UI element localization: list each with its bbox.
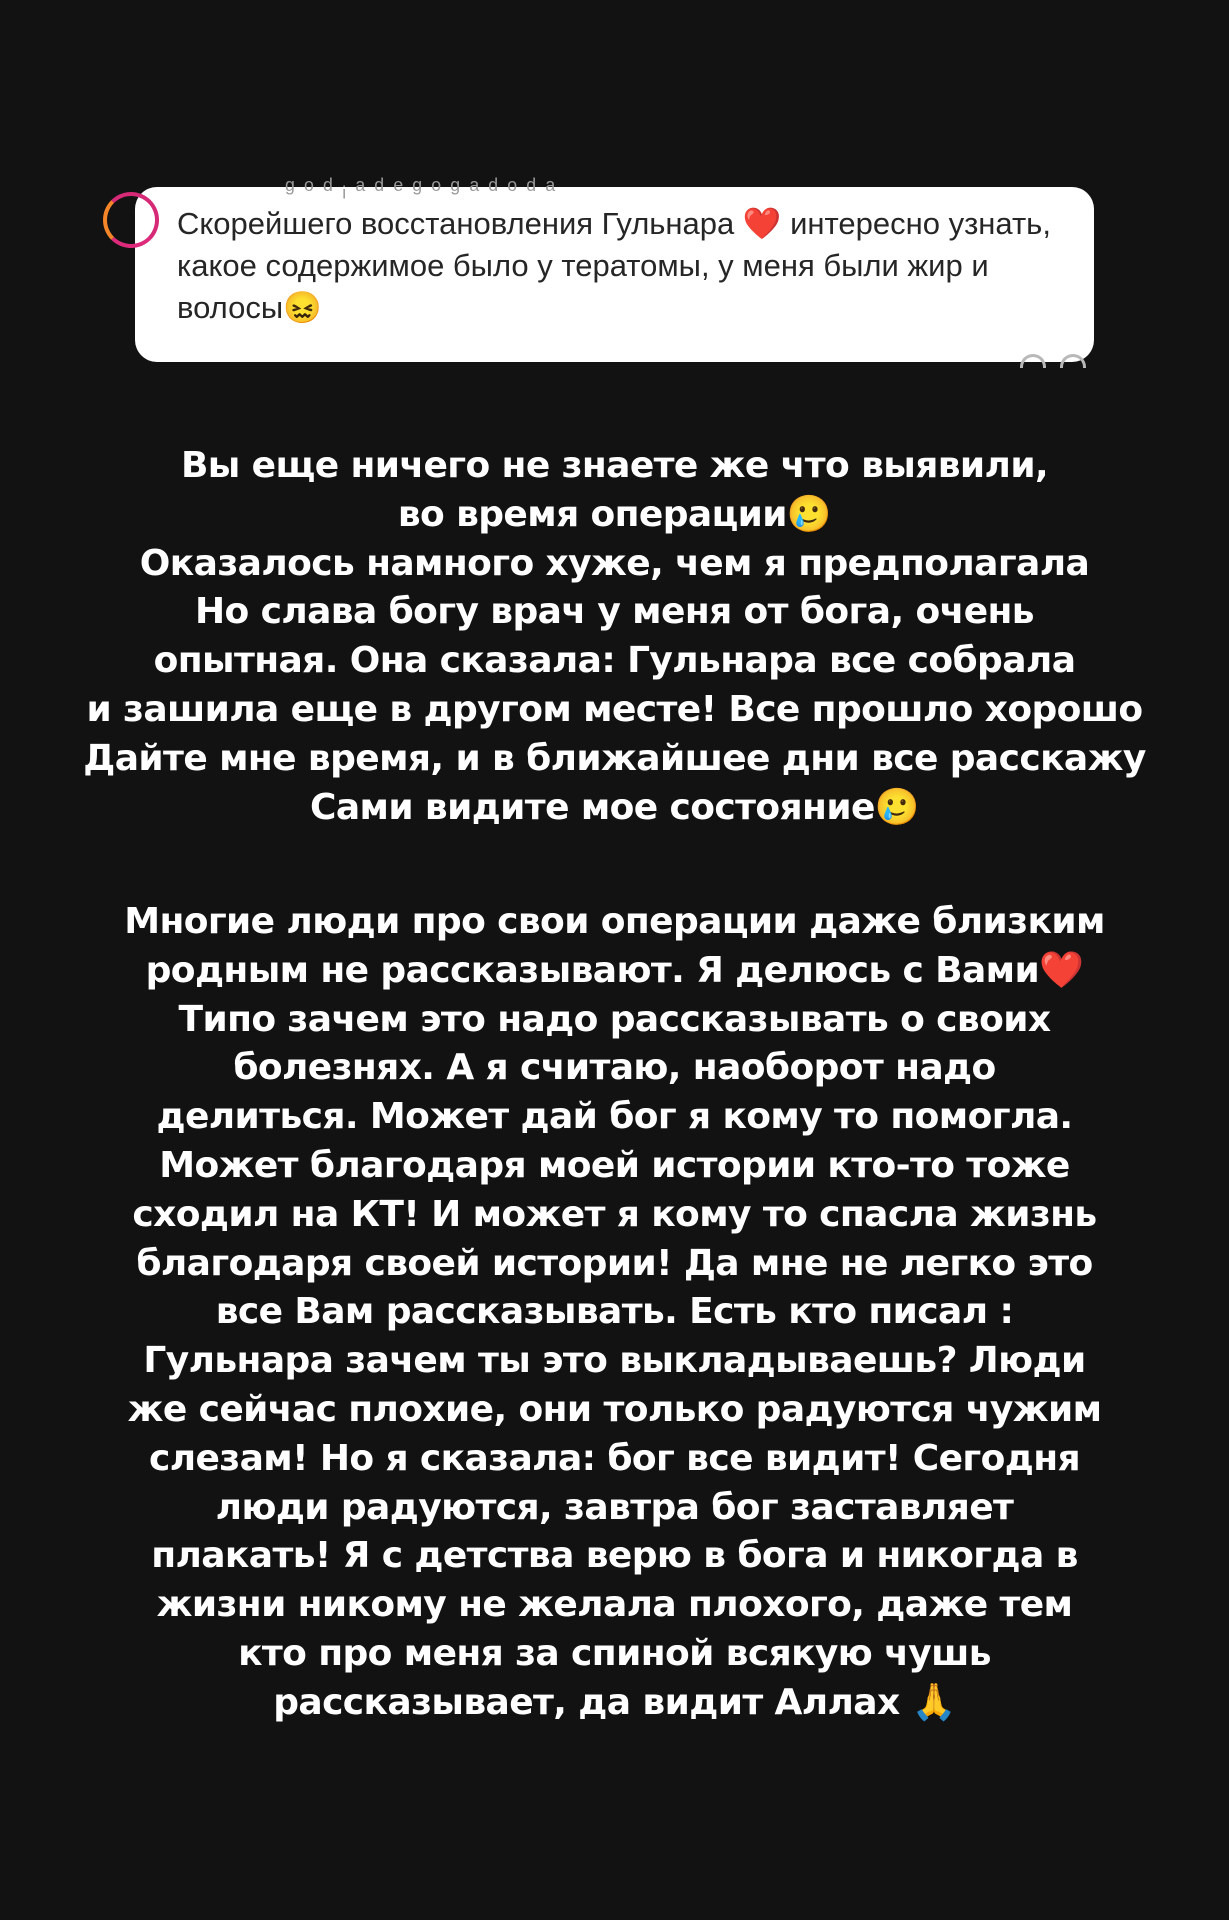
comment-reply-card[interactable]: [135, 173, 1094, 362]
reply-icon: [1060, 354, 1086, 368]
avatar: [103, 192, 159, 248]
cropped-previous-line: ᵍ ᵒ ᵈ ᵢ ᵃ ᵈ ᵉ ᵍ ᵒ ᵍ ᵃ ᵈ ᵒ ᵈ ᵃ: [285, 173, 556, 203]
story-text-paragraph-1: Вы еще ничего не знаете же что выявили, во время операции🥲 Оказалось намного хуже, чем я предполагала Но слава богу врач у меня от бога, очень опытная. Она сказала: Гульнара все собрала и зашила еще в другом месте! Все прошло хорошо Дайте мне время, и в ближайшее дни все расскажу Сами видите мое состояние🥲: [83, 445, 1146, 828]
heart-icon: [1020, 354, 1046, 368]
story-text-paragraph-2: Многие люди про свои операции даже близким родным не рассказывают. Я делюсь с Вами❤️ Типо зачем это надо рассказывать о своих болезнях. А я считаю, наоборот надо делиться. Может дай бог я кому то помогла. Может благодаря моей истории кто-то тоже сходил на КТ! И может я кому то спасла жизнь благодаря своей истории! Да мне не легко это все Вам рассказывать. Есть кто писал : Гульнара зачем ты это выкладываешь? Люди же сейчас плохие, они только радуются чужим слезам! Но я сказала: бог все видит! Сегодня люди радуются, завтра бог заставляет плакать! Я с детства верю в бога и никогда в жизни никому не желала плохого, даже тем кто про меня за спиной всякую чушь рассказывает, да видит Аллах 🙏: [124, 901, 1105, 1723]
comment-text: Скорейшего восстановления Гульнара ❤️ интересно узнать, какое содержимое было у тератомы, у меня были жир и волосы😖: [177, 206, 1051, 325]
card-corner-icons: [1020, 354, 1086, 368]
